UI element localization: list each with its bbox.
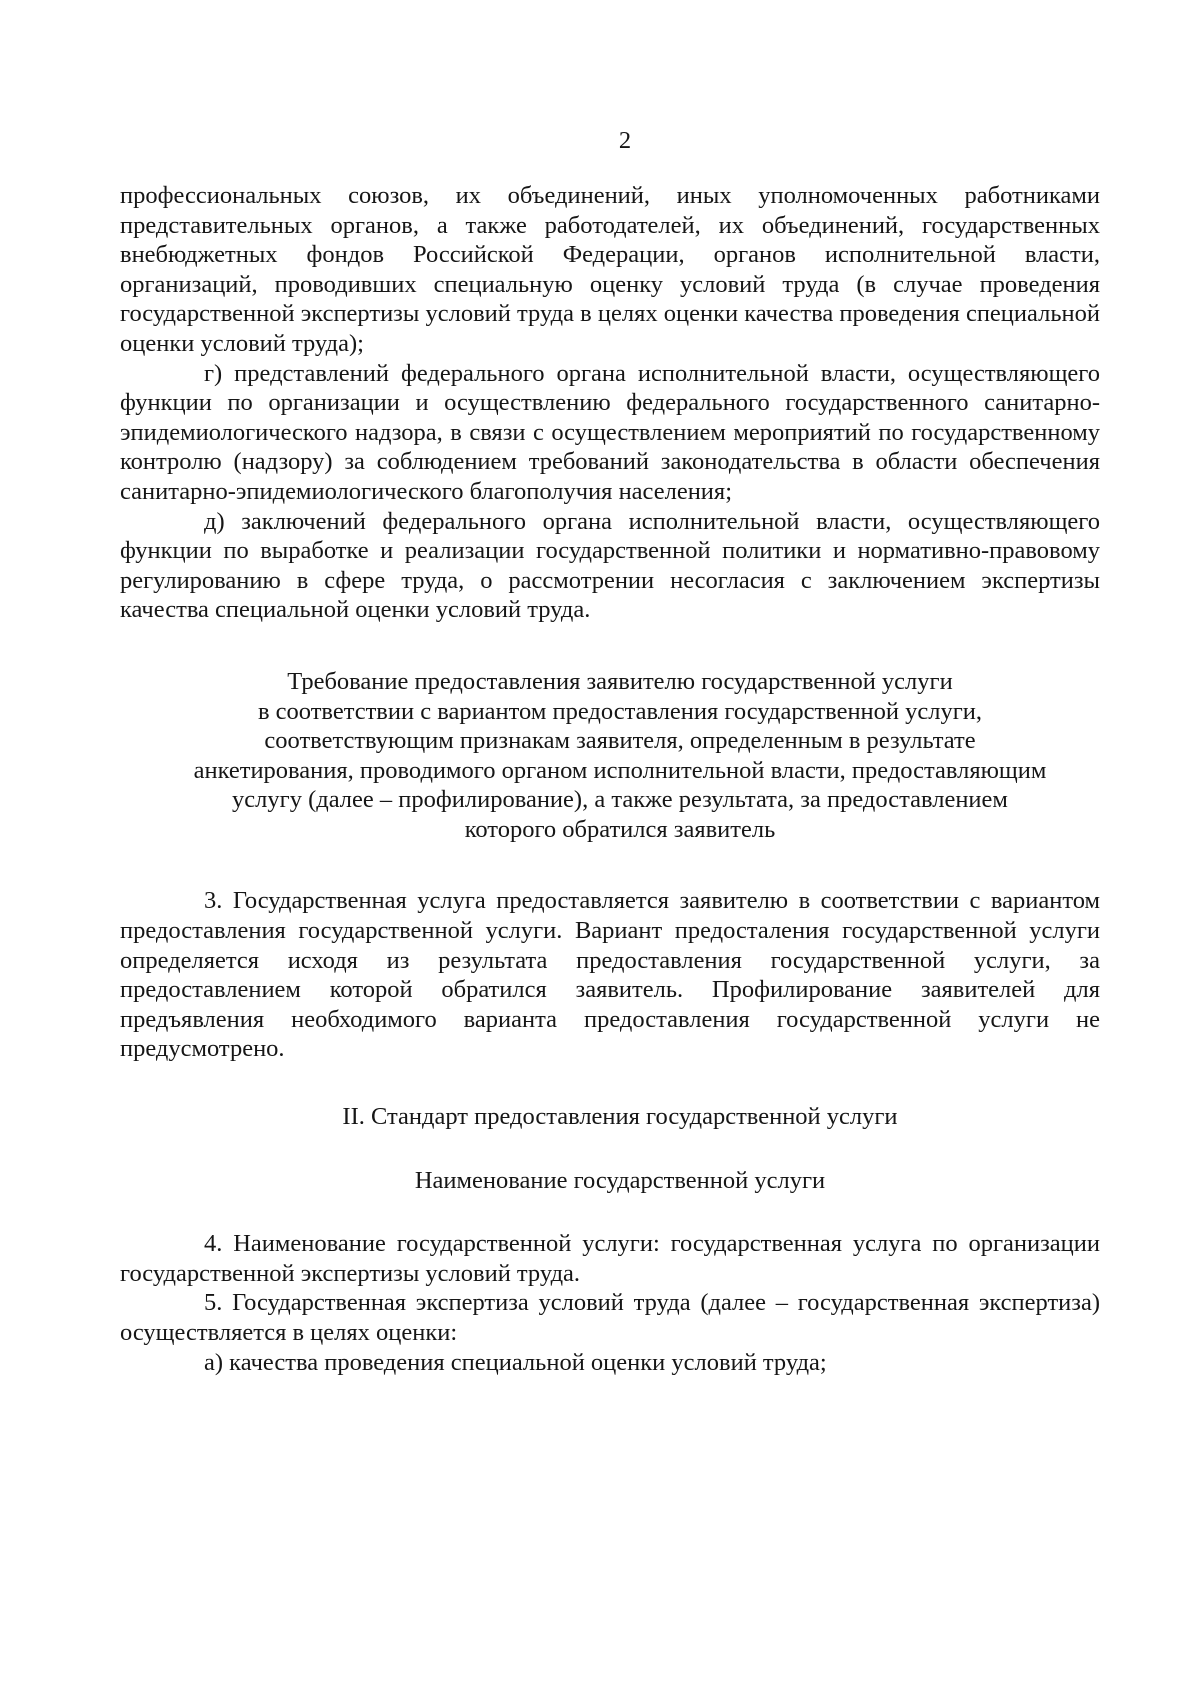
subsection-title: Наименование государственной услуги	[414, 1166, 826, 1194]
spacer	[120, 1195, 1100, 1229]
paragraph-5: 5. Государственная экспертиза условий труда (далее – государственная экспертиза) осуществляется в целях оценки:	[120, 1289, 1100, 1346]
heading-line: Требование предоставления заявителю государственной услуги	[287, 667, 953, 695]
heading-line: анкетирования, проводимого органом исполнительной власти, предоставляющим	[193, 756, 1047, 784]
paragraph-continuation: профессиональных союзов, их объединений, иных уполномоченных работниками представительных органов, а также работодателей, их объединений, государственных внебюджетных фондов Российской Федерации, органов исполнительной власти, организаций, проводивших специальную оценку условий труда (в случае проведения государственной экспертизы условий труда в целях оценки качества проведения специальной оценки условий труда);	[120, 182, 1100, 357]
paragraph-item-d: д) заключений федерального органа исполнительной власти, осуществляющего функции по выработке и реализации государственной политики и нормативно-правовому регулированию в сфере труда, о рассмотрении несогласия с заключением экспертизы качества специальной оценки условий труда.	[120, 507, 1100, 624]
spacer	[120, 1064, 1100, 1102]
spacer	[120, 1132, 1100, 1166]
spacer	[120, 844, 1100, 886]
requirement-heading	[120, 667, 1100, 845]
spacer	[120, 625, 1100, 667]
heading-line: которого обратился заявитель	[464, 815, 776, 843]
paragraph-4: 4. Наименование государственной услуги: государственная услуга по организации государственной экспертизы условий труда.	[120, 1230, 1100, 1287]
heading-line: в соответствии с вариантом предоставления государственной услуги,	[257, 697, 983, 725]
paragraph-item-a: а) качества проведения специальной оценки условий труда;	[204, 1348, 827, 1376]
paragraph-3: 3. Государственная услуга предоставляется заявителю в соответствии с вариантом предоставления государственной услуги. Вариант предосталения государственной услуги определяется исходя из результата предоставления государственной услуги, за предоставлением которой обратился заявитель. Профилирование заявителей для предъявления необходимого варианта предоставления государственной услуги не предусмотрено.	[120, 887, 1100, 1063]
page-number: 2	[618, 127, 632, 154]
section-title: II. Стандарт предоставления государственной услуги	[342, 1103, 898, 1131]
heading-line: услугу (далее – профилирование), а также результата, за предоставлением	[232, 786, 1008, 814]
heading-line: соответствующим признакам заявителя, определенным в результате	[264, 727, 976, 755]
paragraph-item-g: г) представлений федерального органа исполнительной власти, осуществляющего функции по организации и осуществлению федерального государственного санитарно-эпидемиологического надзора, в связи с осуществлением мероприятий по государственному контролю (надзору) за соблюдением требований законодательства в области обеспечения санитарно-эпидемиологического благополучия населения;	[120, 359, 1100, 505]
